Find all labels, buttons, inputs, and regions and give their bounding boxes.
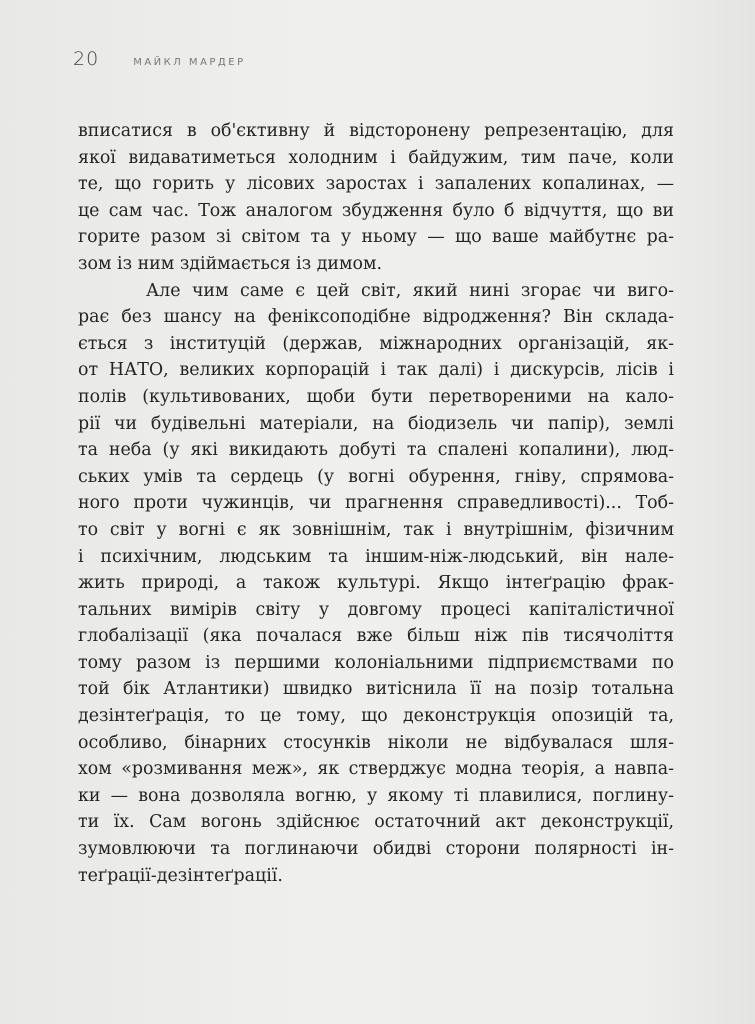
text-line: тому разом із першими колоніальними підприємствами по bbox=[78, 652, 674, 673]
text-line: рії чи будівельні матеріали, на біодизель чи папір), землі bbox=[78, 413, 674, 434]
text-line: дезінтеґрація, то це тому, що деконструкція опозицій та, bbox=[78, 706, 674, 727]
text-line: жить природі, а також культурі. Якщо інтеґрацію фрак- bbox=[78, 573, 674, 594]
page-header bbox=[73, 48, 246, 70]
text-line: тальних вимірів світу у довгому процесі капіталістичної bbox=[78, 599, 674, 620]
text-line: от НАТО, великих корпорацій і так далі) і дискурсів, лісів і bbox=[78, 360, 674, 381]
text-line: ється з інституцій (держав, міжнародних організацій, як- bbox=[78, 333, 674, 354]
text-line: глобалізації (яка почалася вже більш ніж пів тисячоліття bbox=[78, 626, 674, 647]
text-line: рає без шансу на феніксоподібне відродження? Він склада- bbox=[78, 307, 674, 328]
page-number: 20 bbox=[73, 48, 100, 70]
text-line: і психічним, людським та іншим-ніж-людський, він нале- bbox=[78, 546, 674, 567]
text-line: якої видаватиметься холодним і байдужим, тим паче, коли bbox=[78, 147, 674, 168]
text-line: ки — вона дозволяла вогню, у якому ті плавилися, поглину- bbox=[78, 785, 674, 806]
paragraph-start-line: Але чим саме є цей світ, який нині згорає чи виго- bbox=[146, 280, 674, 301]
text-line: зом із ним здіймається із димом. bbox=[78, 253, 383, 274]
text-line: полів (культивованих, щоби бути перетвореними на кало- bbox=[78, 386, 674, 407]
text-line: те, що горить у лісових заростах і запалених копалинах, — bbox=[78, 174, 674, 195]
text-line: та неба (у які викидають добуті та спалені копалини), люд- bbox=[78, 440, 674, 461]
text-line: той бік Атлантики) швидко витіснила її на позір тотальна bbox=[78, 679, 674, 700]
text-line: особливо, бінарних стосунків ніколи не відбувалася шля- bbox=[78, 732, 674, 753]
body-text bbox=[78, 118, 674, 889]
text-line: теґрації-дезінтеґрації. bbox=[78, 865, 283, 886]
text-line: вписатися в об'єктивну й відсторонену репрезентацію, для bbox=[78, 121, 674, 141]
text-line: горите разом зі світом та у ньому — що ваше майбутнє ра- bbox=[78, 227, 674, 248]
text-line: зумовлюючи та поглинаючи обидві сторони полярності ін- bbox=[78, 839, 674, 860]
text-line: це сам час. Тож аналогом збудження було б відчуття, що ви bbox=[78, 200, 674, 221]
text-line: хом «розмивання меж», як стверджує модна теорія, а навпа- bbox=[78, 759, 674, 780]
text-line: ного проти чужинців, чи прагнення справедливості)... Тоб- bbox=[78, 493, 674, 514]
running-head: МАЙКЛ МАРДЕР bbox=[133, 57, 246, 68]
text-line: ських умів та сердець (у вогні обурення, гніву, спрямова- bbox=[78, 466, 674, 487]
text-line: ти їх. Сам вогонь здійснює остаточний акт деконструкції, bbox=[78, 812, 674, 833]
text-line: то світ у вогні є як зовнішнім, так і внутрішнім, фізичним bbox=[78, 519, 674, 540]
